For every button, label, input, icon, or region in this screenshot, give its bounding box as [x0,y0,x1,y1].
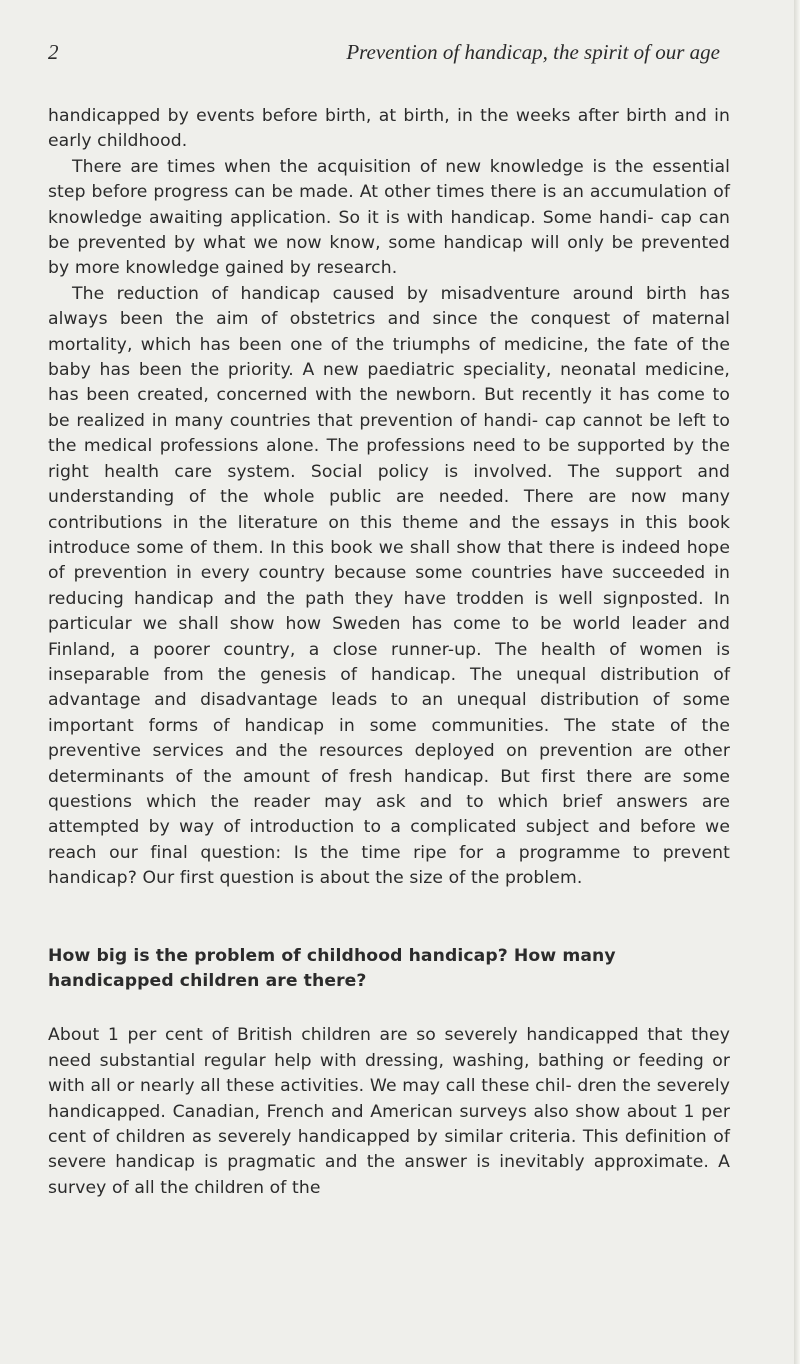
paragraph-knowledge: There are times when the acquisition of new knowledge is the essential step before progress can be made. At other times there is an accumulation of knowledge awaiting application. So it is with handicap. Some handi- cap can be prevented by what we now know, some handicap will only be prevented by more knowledge gained by research. [48,156,730,279]
page-number: 2 [48,40,59,64]
running-head: Prevention of handicap, the spirit of our age [346,40,720,64]
section-heading: How big is the problem of childhood handicap? How many handicapped children are there? [48,945,616,991]
paragraph-section: About 1 per cent of British children are so severely handicapped that they need substantial regular help with dressing, washing, bathing or feeding or with all or nearly all these activities. We may call these chil- dren the severely handicapped. Canadian, French and American surveys also show about 1 per cent of children as severely handicapped by similar criteria. This definition of severe handicap is pragmatic and the answer is inevitably approximate. A survey of all the children of the [48,1025,730,1198]
paragraph-reduction: The reduction of handicap caused by misadventure around birth has always been the aim of obstetrics and since the conquest of maternal mortality, which has been one of the triumphs of medicine, the fate of the baby has been the priority. A new paediatric speciality, neonatal medicine, has been created, concerned with the newborn. But recently it has come to be realized in many countries that prevention of handi- cap cannot be left to the medical professions alone. The professions need to be supported by the right health care system. Social policy is involved. The support and understanding of the whole public are needed. There are now many contributions in the literature on this theme and the essays in this book introduce some of them. In this book we shall show that there is indeed hope of prevention in every country because some countries have succeeded in reducing handicap and the path they have trodden is well signposted. In particular we shall show how Sweden has come to be world leader and Finland, a poorer country, a close runner-up. The health of women is inseparable from the genesis of handicap. The unequal distribution of advantage and disadvantage leads to an unequal distribution of some important forms of handicap in some communities. The state of the preventive services and the resources deployed on prevention are other determinants of the amount of fresh handicap. But first there are some questions which the reader may ask and to which brief answers are attempted by way of introduction to a complicated subject and before we reach our final question: Is the time ripe for a programme to prevent handicap? Our first question is about the size of the problem. [48,283,730,889]
page-edge [794,0,800,1364]
page-header [48,40,720,76]
paragraph-continuation: handicapped by events before birth, at birth, in the weeks after birth and in early childhood. [48,106,730,152]
body-text [48,104,730,1201]
